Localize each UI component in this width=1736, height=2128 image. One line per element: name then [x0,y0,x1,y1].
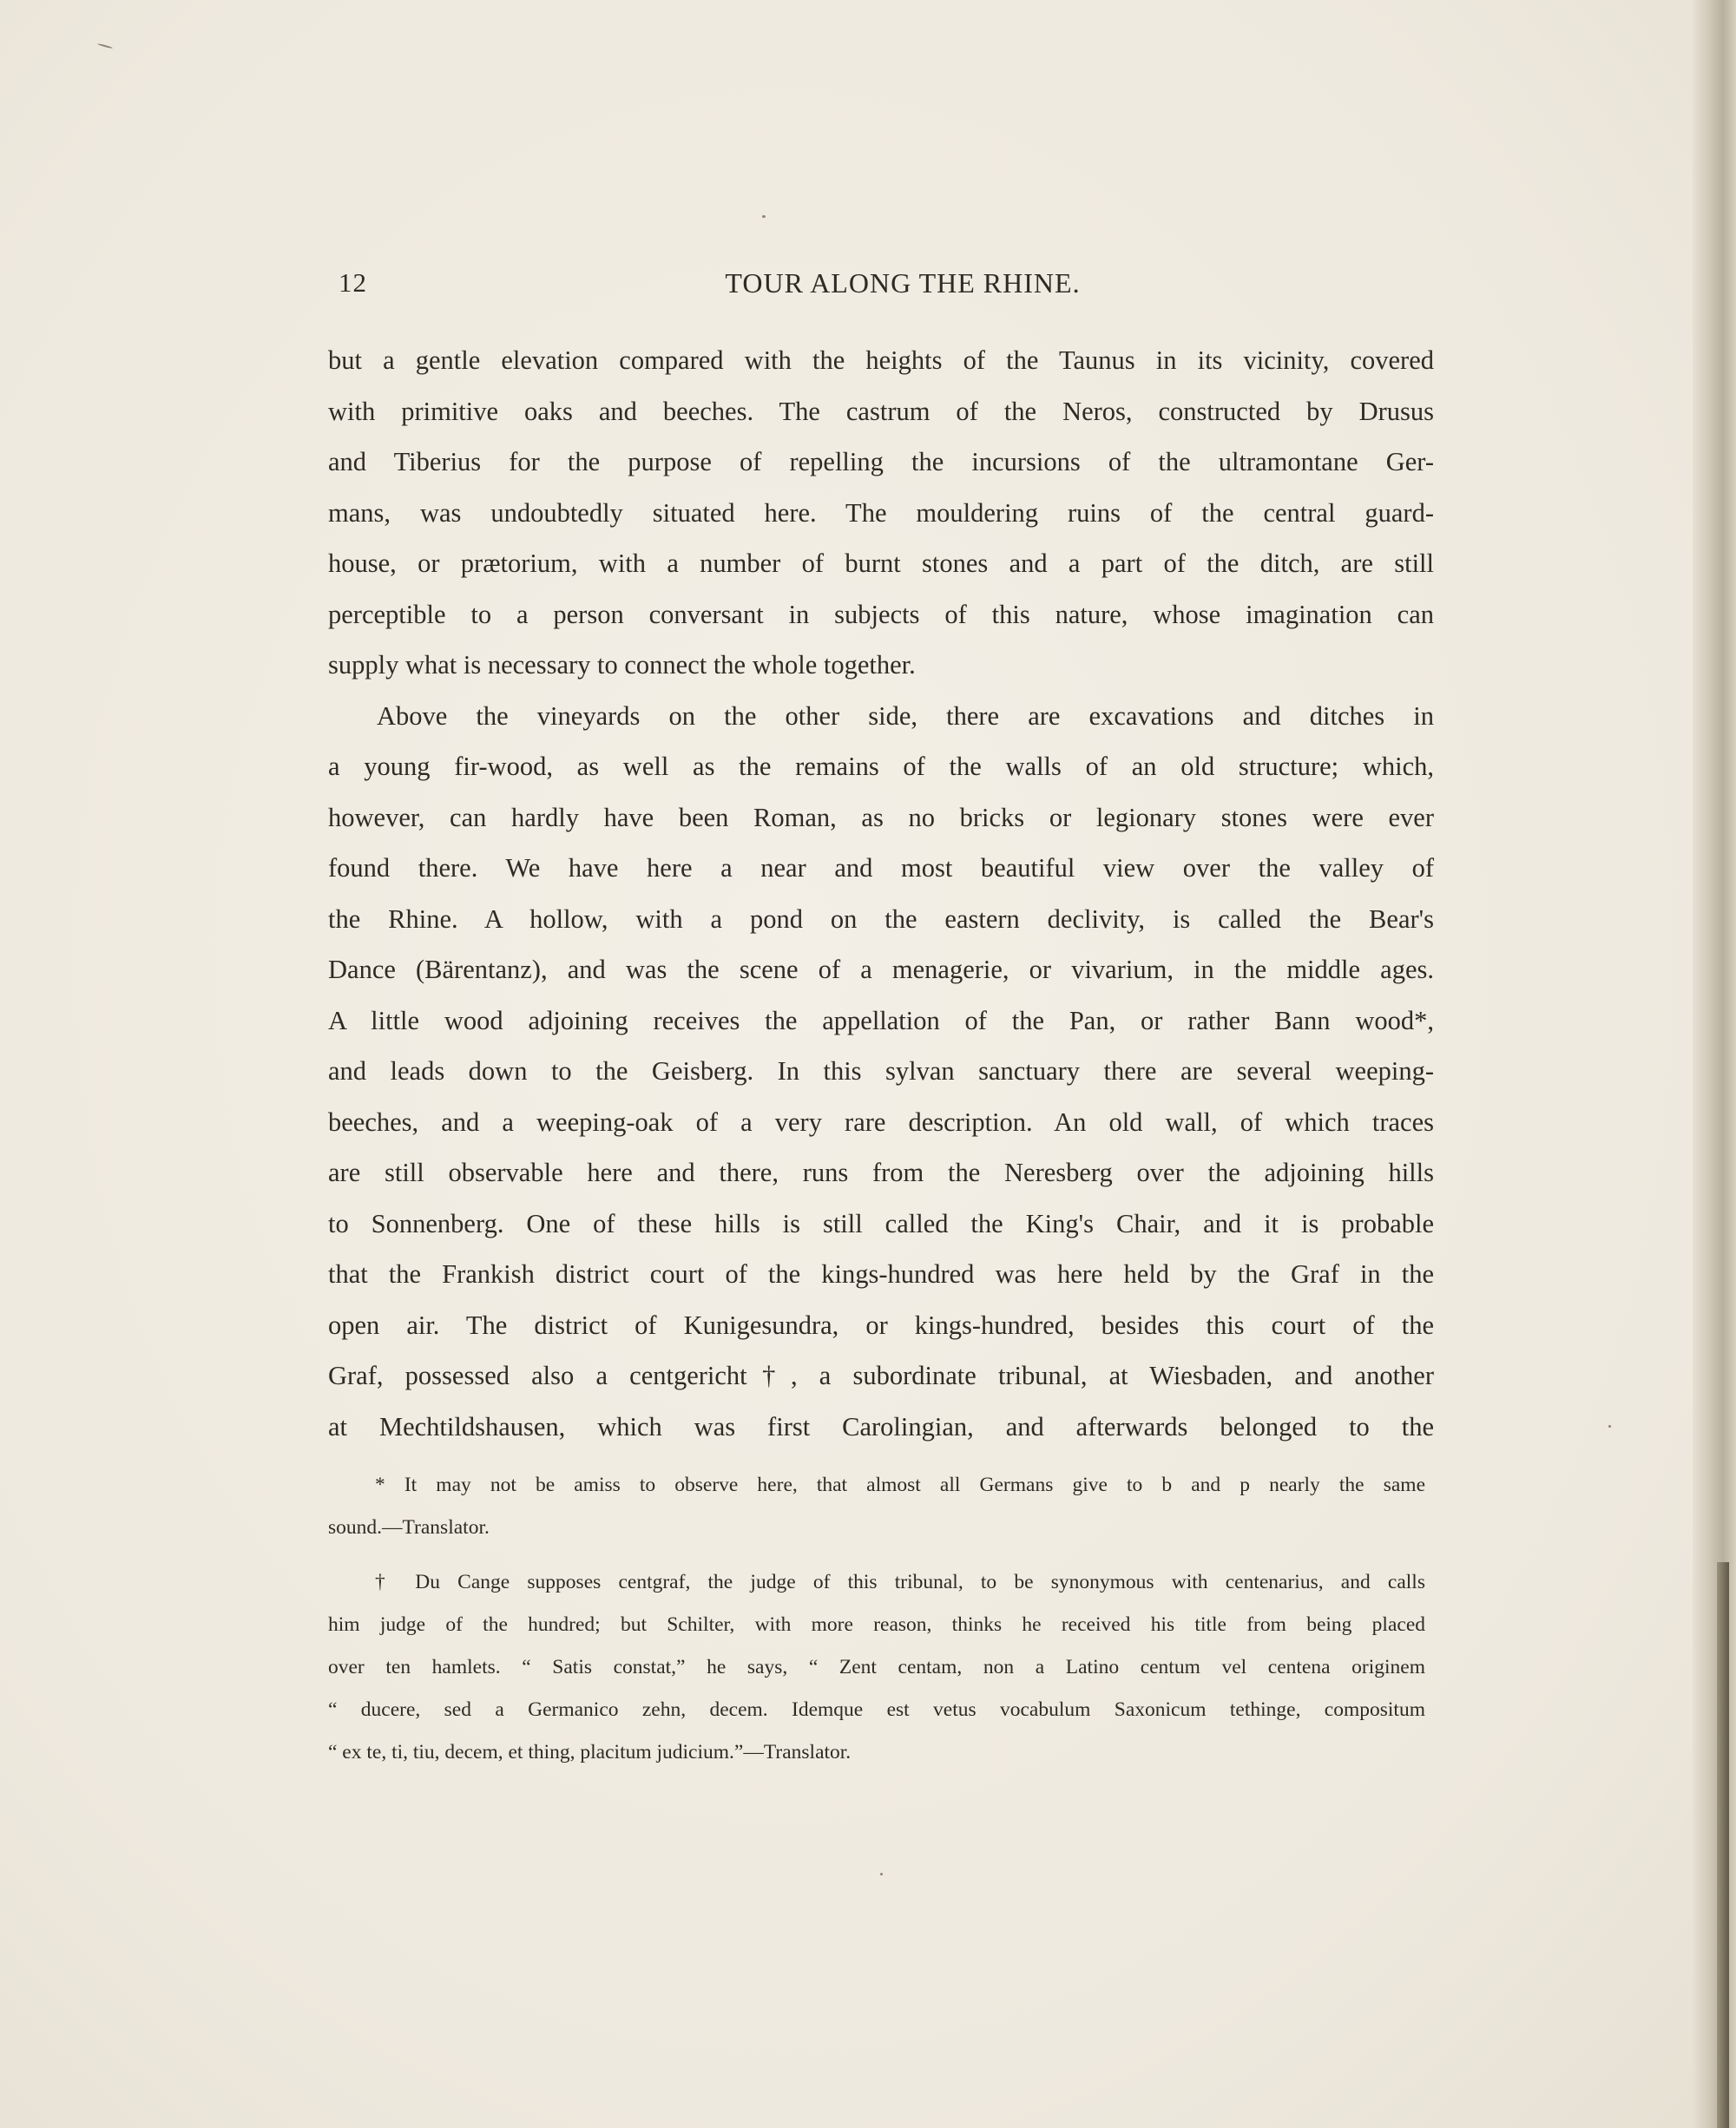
text-line: are still observable here and there, runs from the Neresberg over the adjoining hills [328,1158,1434,1187]
text-line: that the Frankish district court of the kings-hundred was here held by the Graf in the [328,1259,1434,1289]
footnotes [328,1464,1425,1774]
text-line: perceptible to a person conversant in subjects of this nature, whose imagination can [328,599,1434,629]
footnote-line: “ ex te, ti, tiu, decem, et thing, placitum judicium.”—Translator. [328,1741,852,1763]
text-line: A little wood adjoining receives the appellation of the Pan, or rather Bann wood*, [328,1005,1434,1035]
text-line: to Sonnenberg. One of these hills is still called the King's Chair, and it is probable [328,1208,1434,1238]
text-line: however, can hardly have been Roman, as no bricks or legionary stones were ever [328,802,1434,832]
paper-speck [880,1873,883,1875]
text-line: mans, was undoubtedly situated here. The mouldering ruins of the central guard- [328,497,1434,528]
text-line: the Rhine. A hollow, with a pond on the eastern declivity, is called the Bear's [328,903,1434,934]
text-line: found there. We have here a near and most beautiful view over the valley of [328,853,1434,883]
text-line: house, or prætorium, with a number of burnt stones and a part of the ditch, are still [328,548,1434,578]
running-title: TOUR ALONG THE RHINE. [725,267,1081,299]
text-line: at Mechtildshausen, which was first Carolingian, and afterwards belonged to the [328,1411,1434,1442]
text-line: and leads down to the Geisberg. In this sylvan sanctuary there are several weeping- [328,1056,1434,1086]
paper-speck [762,215,766,218]
text-line: Dance (Bärentanz), and was the scene of a menagerie, or vivarium, in the middle ages. [328,955,1434,984]
text-line: supply what is necessary to connect the whole together. [328,650,916,680]
footnote-line: * It may not be amiss to observe here, that almost all Germans give to b and p nearly the same [375,1474,1425,1496]
book-spine-shadow [1693,0,1736,2128]
text-line: beeches, and a weeping-oak of a very rare description. An old wall, of which traces [328,1107,1434,1137]
text-line: Graf, possessed also a centgericht†, a subordinate tribunal, at Wiesbaden, and another [328,1361,1434,1390]
text-line: but a gentle elevation compared with the heights of the Taunus in its vicinity, covered [328,345,1434,375]
text-line: open air. The district of Kunigesundra, or kings-hundred, besides this court of the [328,1310,1434,1340]
text-line: Above the vineyards on the other side, there are excavations and ditches in [377,700,1434,731]
text-line: with primitive oaks and beeches. The castrum of the Neros, constructed by Drusus [328,396,1434,426]
main-text [328,335,1434,1452]
footnote-line: him judge of the hundred; but Schilter, with more reason, thinks he received his title from being placed [328,1613,1425,1636]
footnote-line: over ten hamlets. “ Satis constat,” he says, “ Zent centam, non a Latino centum vel centena originem [328,1656,1425,1678]
page-number: 12 [339,267,367,298]
text-line: and Tiberius for the purpose of repelling the incursions of the ultramontane Ger- [328,447,1434,476]
footnote-line: “ ducere, sed a Germanico zehn, decem. Idemque est vetus vocabulum Saxonicum tethinge, compositum [328,1698,1425,1721]
book-spine-edge [1717,1562,1729,2128]
text-line: a young fir-wood, as well as the remains of the walls of an old structure; which, [328,752,1434,781]
running-head [339,267,1432,305]
footnote-line: † Du Cange supposes centgraf, the judge of this tribunal, to be synonymous with centenarius, and calls [375,1571,1425,1593]
footnote-line: sound.—Translator. [328,1516,490,1539]
paper-speck [1608,1425,1611,1428]
